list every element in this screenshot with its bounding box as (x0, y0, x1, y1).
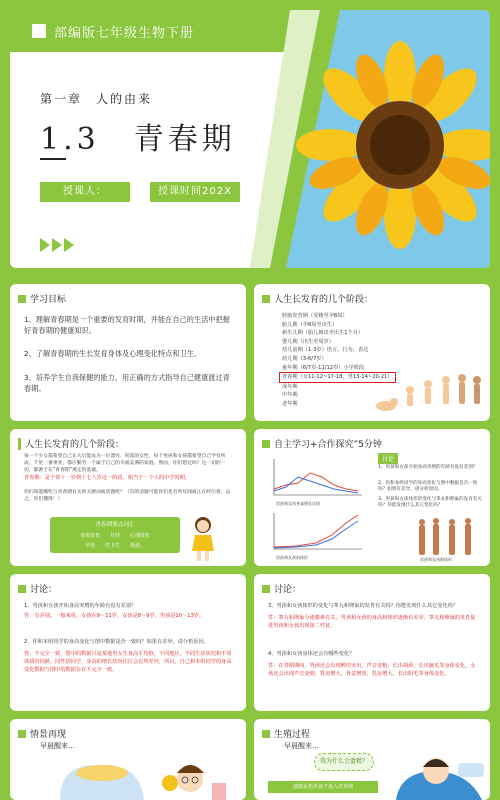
puberty-definition: 青春期：是个体十一岁到十七八岁这一阶段，相当于一个人的中学时期。 (24, 475, 191, 481)
slide-header (262, 727, 310, 740)
chart-caption: 男孩和女孩身高增长比较 (276, 501, 320, 506)
stage-item: 老年期 (282, 400, 298, 407)
discussion-question: 3、男孩和女孩体形的变化与睾丸和卵巢的发育有关吗？你能发现什么其它变化吗？ (268, 603, 459, 609)
title-square-icon (32, 24, 46, 38)
slide-heading: 讨论： (30, 585, 58, 595)
stage-item: 胚胎发育期（受精至孕8周） (282, 313, 348, 319)
discussion-question: 3、男孩和女孩体形的变化与睾丸和卵巢的发育有关吗？你能发现什么其它变化吗？ (378, 497, 482, 509)
scenario-text: 早晨醒来… (284, 742, 319, 750)
keywords-title: 青春期重点词汇 (95, 522, 135, 528)
slide-heading: 人生长发育的几个阶段： (274, 295, 374, 305)
discussion-answer: 答：在青期期间，男孩还会出现喉结突出，声音变粗，长出胡须，长出腋毛等身体变化，女孩还会出现声音变细，乳房增大，骨盆增宽，乳房增大，长出阴毛等身体变化。 (268, 663, 476, 677)
stage-item: 幼儿期（3-6/7岁） (282, 355, 327, 362)
body-change-chart (266, 509, 366, 555)
goal-item: 1、理解青春期是一个重要的发育时期，并能在自己的生活中把握好青春期的健康知识。 (24, 315, 230, 335)
figure-caption: 男孩和女孩的体形 (420, 557, 452, 562)
slide-heading: 生殖过程 (274, 730, 311, 740)
slide-heading: 人生长发育的几个阶段： (25, 440, 125, 450)
stage-item: 童年期（6/7岁-11/12岁）小学阶段 (282, 364, 365, 371)
keywords-row: 身体发育 月经 心理变化 (79, 533, 150, 539)
puberty-intro-slide[interactable] (10, 429, 246, 566)
chapter-label: 第一章 人的由来 (40, 92, 153, 106)
slide-header (18, 582, 57, 595)
stage-item: 胎儿期（孕8周至出生） (282, 321, 338, 328)
body-shapes-illustration (414, 517, 478, 557)
slide-header (18, 292, 66, 305)
lesson-title: 1.3 青春期 (40, 122, 236, 157)
slide-header (262, 582, 301, 595)
stage-item: 新生儿期（胎儿娩出至出生1个月） (282, 330, 364, 337)
slide-heading: 自主学习+合作探究”5分钟 (274, 440, 382, 450)
info-banner: 遗精是指男孩子进入青春期 (268, 781, 378, 793)
discussion-answer: 答：睾丸和卵巢分泌激素有关，男孩和女孩的身高和体形逐渐有差异，睾丸和卵巢的发育促进男孩和女孩出现第二性征。 (268, 615, 476, 629)
teacher-label: 授课人： (40, 182, 130, 202)
stage-item: 婴儿期（出生至周岁） (282, 338, 334, 345)
growth-stages-slide[interactable] (254, 284, 490, 421)
slide-header (18, 727, 66, 740)
discussion-question: 1、男孩和女孩开始身高突增的年龄有没有差别？ (24, 603, 137, 609)
slide-header (262, 292, 373, 305)
growth-figures-illustration (374, 370, 486, 416)
stage-item: 成年期 (282, 383, 298, 390)
slide-heading: 讨论： (274, 585, 302, 595)
self-study-slide[interactable] (254, 429, 490, 566)
title-underline (40, 158, 66, 160)
girl-illustration (188, 515, 218, 563)
goal-item: 3、培养学生自我保健的能力，用正确的方式指导自己健康渡过青春期。 (24, 373, 230, 393)
sunflower-image (250, 10, 490, 268)
discussion-slide-2[interactable] (254, 574, 490, 711)
keywords-row: 早恋 性卫生 叛逆… (84, 543, 145, 549)
time-label: 授课时间202X (150, 182, 240, 202)
discussion-answer: 答：不完全一致，图中的数据只是某地男女生身高平均值，不同地区，不同生活状况和不同体质的同龄，同性别同学，身高的增长状况往往会有所差异，所以，自己和本组同学的身高变化数据与图中的数据存在不完全一致。 (24, 651, 232, 673)
question-paragraph: 你们知道哪些与青春期有关的关键词或话题呢？（有的话题可能你们也有所耳闻或正在经历着，总之，你们懂得！） (24, 490, 231, 502)
reproduction-slide[interactable] (254, 719, 490, 800)
scenario-slide[interactable] (10, 719, 246, 800)
discussion-question: 1、男孩和女孩开始身高突增的年龄有没有差别？ (378, 465, 478, 470)
slide-heading: 情景再现 (30, 730, 67, 740)
arrows-decoration (40, 238, 74, 252)
discussion-question: 2、你和本组同学的身高变化与图中数据是否一致吗？如果有差异，请分析原因。 (24, 639, 209, 645)
discussion-question: 4、男孩和女孩身体还会有哪些变化？ (268, 651, 355, 657)
scenario-text: 早晨醒来… (40, 742, 75, 750)
bedroom-illustration (40, 753, 240, 800)
title-slide[interactable] (10, 10, 490, 268)
chart-caption: 男孩和女孩的体形 (276, 555, 308, 560)
discussion-answer: 答：有差别，一般来说，女孩在9～11岁，女孩是8～9岁，男孩是10～13岁。 (24, 613, 205, 619)
slide-heading: 学习目标 (30, 295, 67, 305)
goal-item: 2、了解青春期的生长发育身体及心理变化特点和卫生。 (24, 349, 202, 358)
keywords-box (50, 517, 180, 553)
series-label: 部编版七年级生物下册 (54, 26, 195, 41)
boy-in-bed-illustration (386, 749, 490, 800)
stage-item: 幼儿前期（1-3岁）语言，行为，表达 (282, 347, 369, 354)
discussion-question: 2、你和本组同学的身高变化与图中数据是否一致吗？如果有差异，请分析原因。 (378, 481, 478, 493)
learning-goals-slide[interactable] (10, 284, 246, 421)
thought-bubble: 我为什么会遗精？ (314, 753, 374, 771)
discussion-slide-1[interactable] (10, 574, 246, 711)
intro-paragraph: 每一个少女都希望自己长大后能成为一位漂亮、窈窕的女性，每个男孩和女孩都希望自己学有所成。千里一番事业，都应勤劳一个属于自己的幸福美满的家庭。然而，你们想过吗？这一切的一切，都源于在“青春期”奠定的基础。 (24, 454, 226, 473)
discussion-tag: 讨论 (378, 453, 398, 464)
height-growth-chart (266, 455, 366, 501)
slide-header (18, 437, 124, 450)
stage-item: 中年期 (282, 392, 298, 399)
slide-header (262, 437, 382, 450)
stage-item-highlighted: 青春期（女11-12~17-18，男13-14~20-21） (279, 372, 396, 383)
